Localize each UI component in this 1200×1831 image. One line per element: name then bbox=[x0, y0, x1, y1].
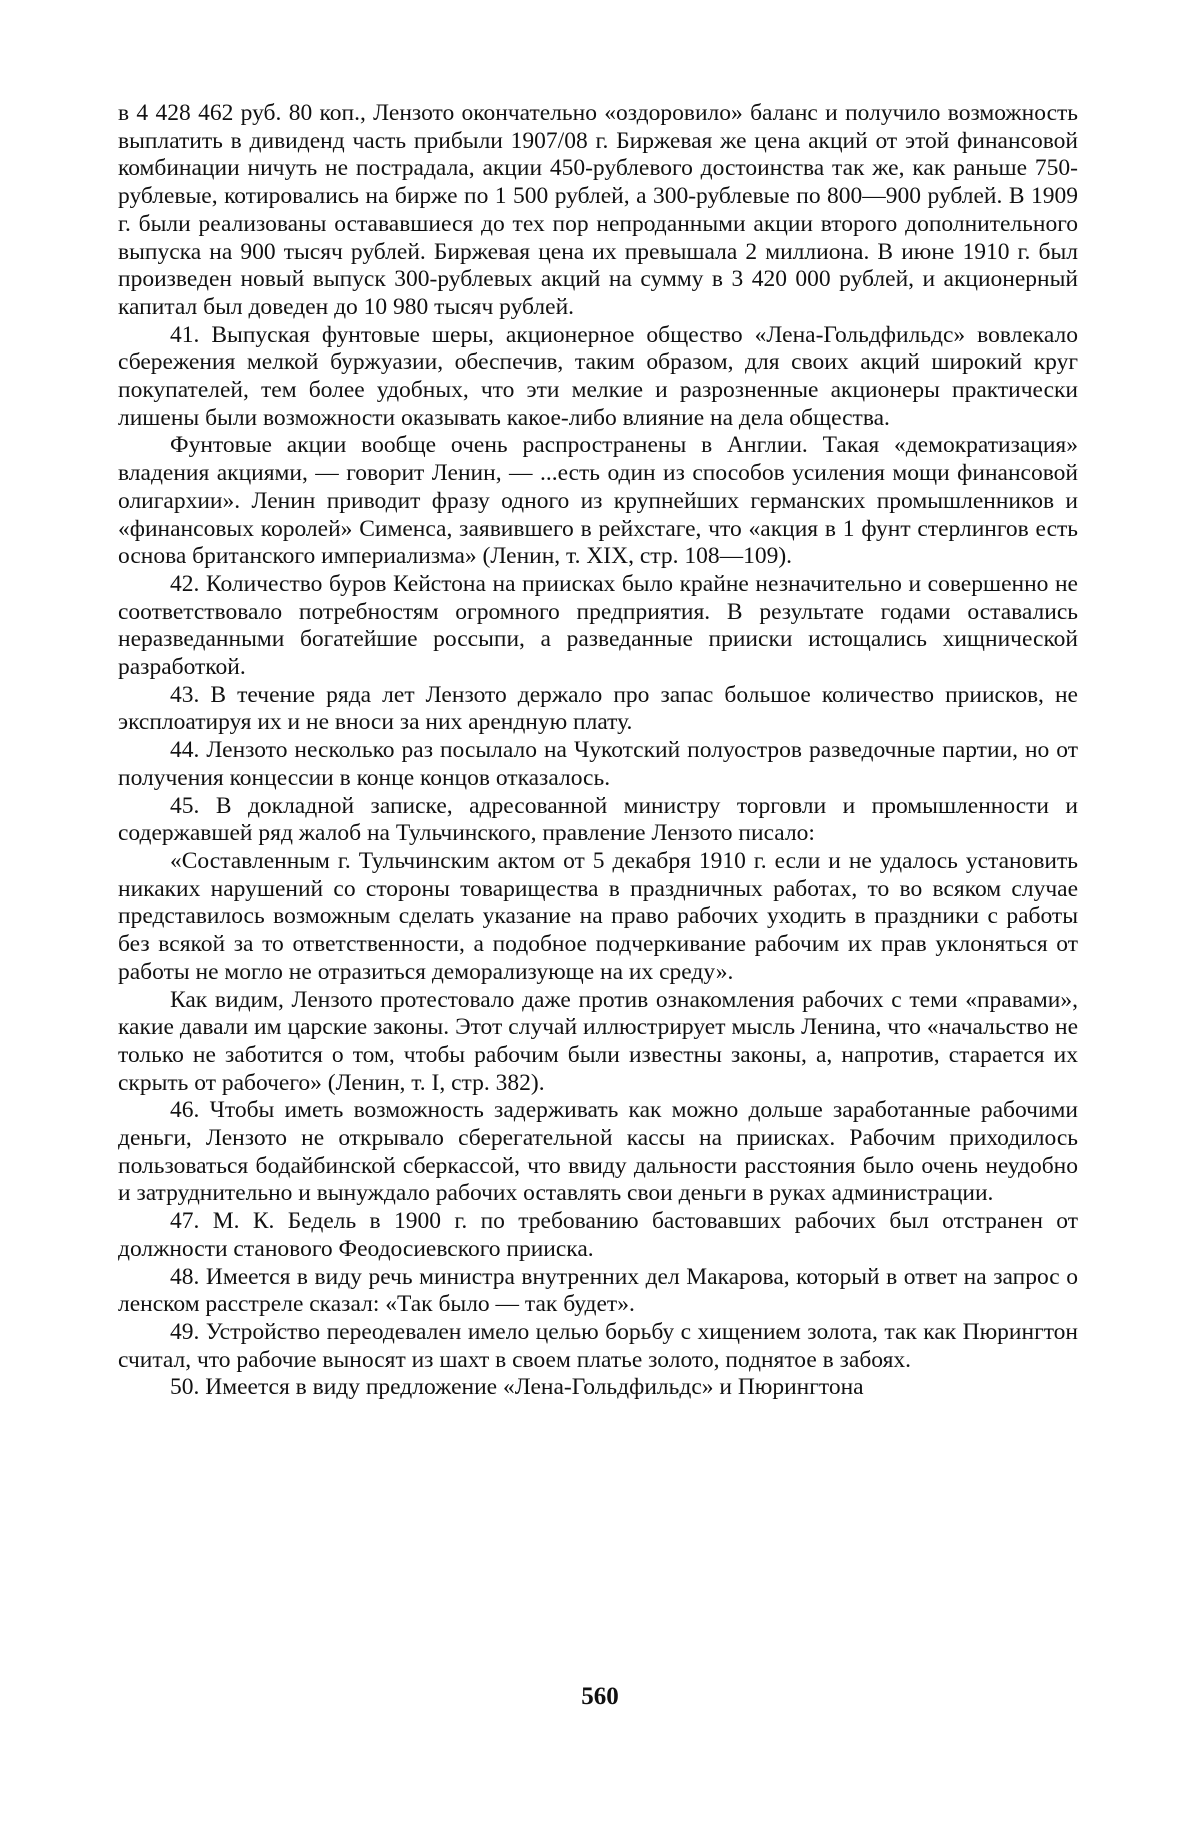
note-45: 45. В докладной записке, адресованной министру торговли и промышленности и содержавшей ряд жалоб на Тульчинского, правление Лензото писало: bbox=[118, 792, 1078, 847]
note-44: 44. Лензото несколько раз посылало на Чукотский полуостров разведочные партии, но от получения концессии в конце концов отказалось. bbox=[118, 737, 1078, 791]
note-45-commentary: Как видим, Лензото протестовало даже против ознакомления рабочих с теми «правами», какие давали им царские законы. Этот случай иллюстрирует мысль Ленина, что «начальство не только не заботится о том, чтобы рабочим были известны законы, а, напротив, старается их скрыть от рабочего» (Ленин, т. I, стр. 382). bbox=[118, 986, 1078, 1096]
note-46: 46. Чтобы иметь возможность задерживать как можно дольше заработанные рабочими деньги, Лензото не открывало сберегательной кассы на приисках. Рабочим приходилось пользоваться бодайбинской сберкассой, что ввиду дальности расстояния было очень неудобно и затруднительно и вынуждало рабочих оставлять свои деньги в руках администрации. bbox=[118, 1097, 1078, 1207]
note-41-continued: Фунтовые акции вообще очень распространены в Англии. Такая «демократизация» владения акциями, — говорит Ленин, — ...есть один из способов усиления мощи финансовой олигархии». Ленин приводит фразу одного из крупнейших германских промышленников и «финансовых королей» Сименса, заявившего в рейхстаге, что «акция в 1 фунт стерлингов есть основа британского империализма» (Ленин, т. XIX, стр. 108—109). bbox=[118, 432, 1078, 570]
note-42: 42. Количество буров Кейстона на приисках было крайне незначительно и совершенно не соответствовало потребностям огромного предприятия. В результате годами оставались неразведанными богатейшие россыпи, а разведанные прииски истощались хищнической разработкой. bbox=[118, 570, 1078, 681]
note-45-quote: «Составленным г. Тульчинским актом от 5 декабря 1910 г. если и не удалось установить никаких нарушений со стороны товарищества в праздничных работах, то во всяком случае представилось возможным сделать указание на право рабочих уходить в праздники с работы без всякой за то ответственности, а подобное подчеркивание рабочим их прав уклоняться от работы не могло не отразиться деморализующе на их среду». bbox=[118, 847, 1078, 985]
paragraph-continuation: в 4 428 462 руб. 80 коп., Лензото окончательно «оздоровило» баланс и получило возможность выплатить в дивиденд часть прибыли 1907/08 г. Биржевая же цена акций от этой финансовой комбинации ничуть не пострадала, акции 450-рублевого достоинства так же, как раньше 750-рублевые, котировались на бирже по 1 500 рублей, а 300-рублевые по 800—900 рублей. В 1909 г. были реализованы остававшиеся до тех пор непроданными акции второго дополнительного выпуска на 900 тысяч рублей. Биржевая цена их превышала 2 миллиона. В июне 1910 г. был произведен новый выпуск 300-рублевых акций на сумму в 3 420 000 рублей, и акционерный капитал был доведен до 10 980 тысяч рублей. bbox=[118, 100, 1078, 320]
note-41: 41. Выпуская фунтовые шеры, акционерное общество «Лена-Гольдфильдс» вовлекало сбережения мелкой буржуазии, обеспечив, таким образом, для своих акций широкий круг покупателей, тем более удобных, что эти мелкие и разрозненные акционеры практически лишены были возможности оказывать какое-либо влияние на дела общества. bbox=[118, 321, 1078, 431]
note-50: 50. Имеется в виду предложение «Лена-Гольдфильдс» и Пюрингтона bbox=[170, 1374, 864, 1401]
page-number: 560 bbox=[581, 1683, 619, 1710]
page-body bbox=[118, 100, 1078, 1402]
note-49: 49. Устройство переодевален имело целью борьбу с хищением золота, так как Пюрингтон считал, что рабочие выносят из шахт в своем платье золото, поднятое в забоях. bbox=[118, 1318, 1078, 1373]
note-43: 43. В течение ряда лет Лензото держало про запас большое количество приисков, не эксплоатируя их и не вноси за них арендную плату. bbox=[118, 681, 1078, 736]
note-47: 47. М. К. Бедель в 1900 г. по требованию бастовавших рабочих был отстранен от должности станового Феодосиевского прииска. bbox=[118, 1208, 1078, 1262]
note-48: 48. Имеется в виду речь министра внутренних дел Макарова, который в ответ на запрос о ленском расстреле сказал: «Так было — так будет». bbox=[118, 1263, 1078, 1318]
